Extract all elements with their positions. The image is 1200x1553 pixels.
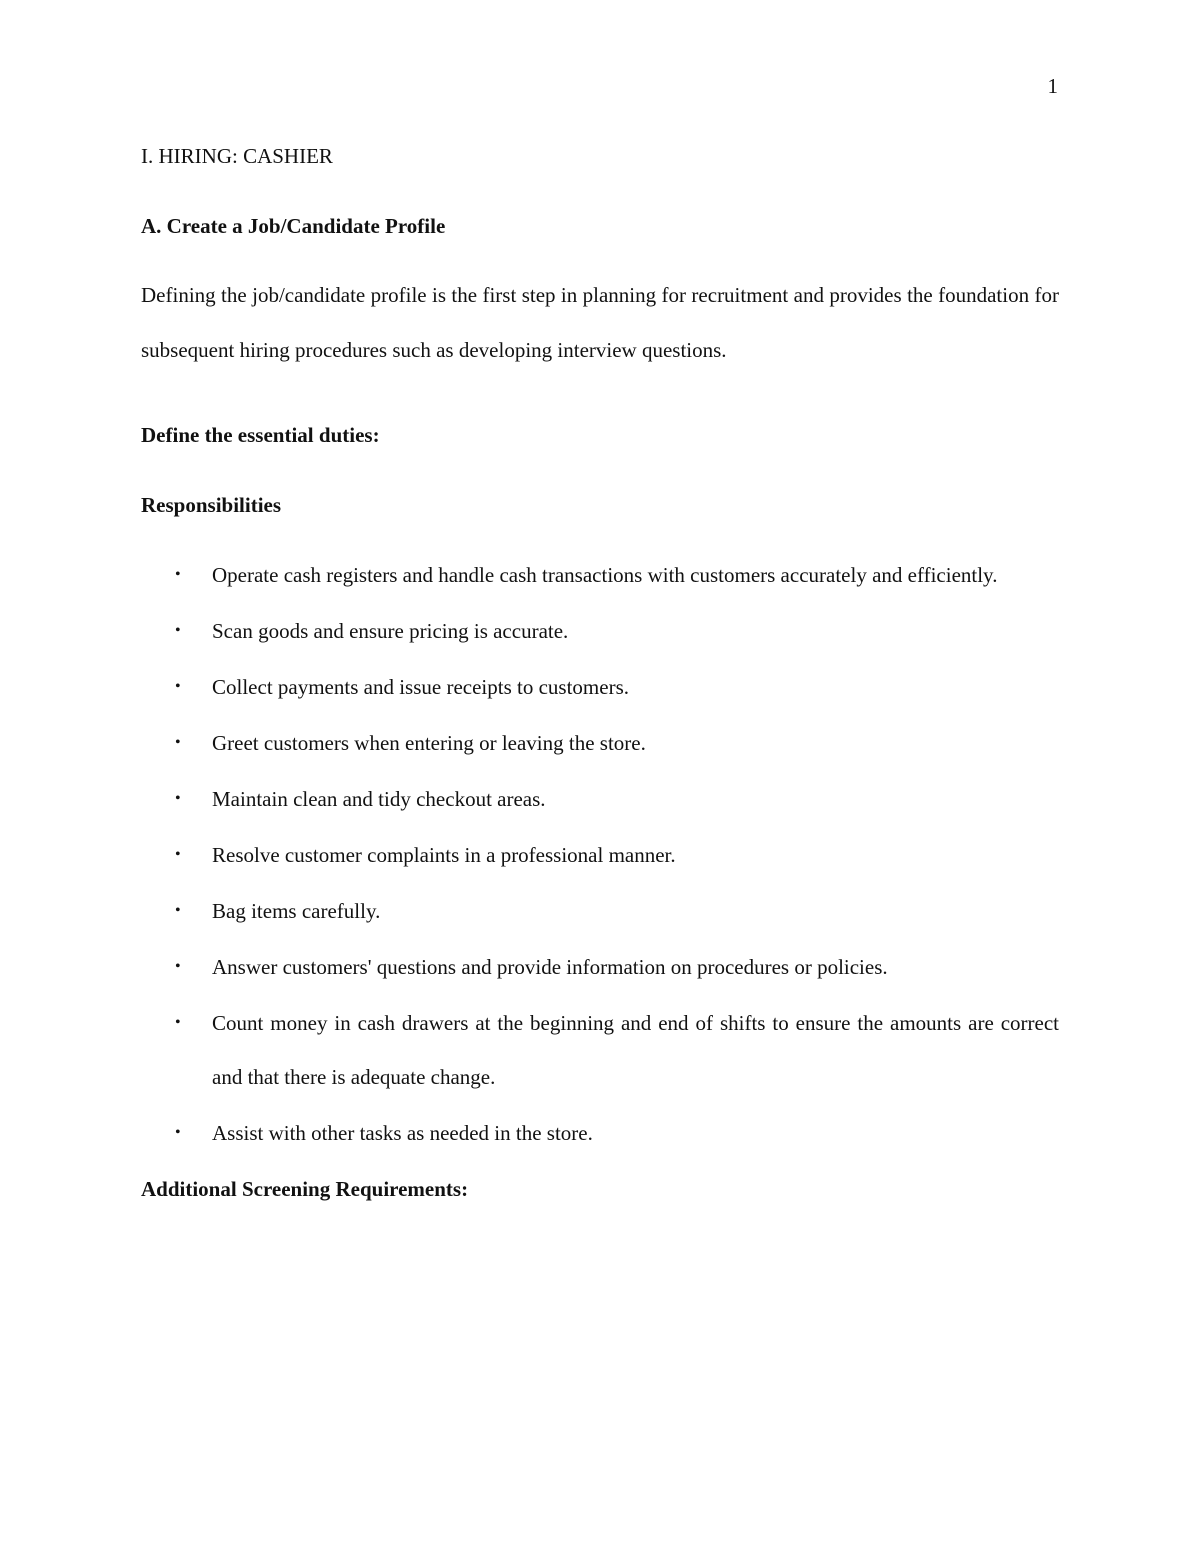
section-title: I. HIRING: CASHIER: [141, 144, 333, 168]
list-item-text: Assist with other tasks as needed in the store.: [212, 1121, 593, 1145]
screening-heading: Additional Screening Requirements:: [141, 1177, 469, 1201]
bullet-icon: •: [175, 790, 181, 807]
list-item: [141, 772, 1059, 826]
bullet-icon: •: [175, 902, 181, 919]
list-item: [141, 604, 1059, 658]
list-item-text: Resolve customer complaints in a professional manner.: [212, 843, 676, 867]
list-item: [141, 828, 1059, 882]
list-item-text: Answer customers' questions and provide information on procedures or policies.: [212, 955, 888, 979]
responsibilities-heading: Responsibilities: [141, 493, 282, 517]
responsibilities-list: [141, 548, 1059, 1160]
list-item-text: Scan goods and ensure pricing is accurate.: [212, 619, 569, 643]
bullet-icon: •: [175, 622, 181, 639]
list-item: [141, 716, 1059, 770]
list-item-text: Maintain clean and tidy checkout areas.: [212, 787, 546, 811]
subsection-title: A. Create a Job/Candidate Profile: [141, 214, 446, 238]
document-body: [141, 143, 1059, 1246]
list-item: [141, 884, 1059, 938]
bullet-icon: •: [175, 678, 181, 695]
page-number: 1: [1047, 74, 1058, 98]
list-item: [141, 996, 1059, 1104]
list-item: [141, 1106, 1059, 1160]
bullet-icon: •: [175, 734, 181, 751]
duties-label: Define the essential duties:: [141, 423, 380, 447]
intro-paragraph: Defining the job/candidate profile is the first step in planning for recruitment and provides the foundation for subsequent hiring procedures such as developing interview questions.: [141, 283, 1059, 362]
bullet-icon: •: [175, 1124, 181, 1141]
bullet-icon: •: [175, 1014, 181, 1031]
list-item: [141, 548, 1059, 602]
list-item-text: Count money in cash drawers at the beginning and end of shifts to ensure the amounts are correct and that there is adequate change.: [212, 1011, 1059, 1089]
bullet-icon: •: [175, 958, 181, 975]
list-item-text: Operate cash registers and handle cash transactions with customers accurately and efficiently.: [212, 563, 998, 587]
list-item-text: Bag items carefully.: [212, 899, 381, 923]
list-item: [141, 940, 1059, 994]
bullet-icon: •: [175, 846, 181, 863]
bullet-icon: •: [175, 566, 181, 583]
list-item-text: Greet customers when entering or leaving the store.: [212, 731, 646, 755]
list-item-text: Collect payments and issue receipts to customers.: [212, 675, 629, 699]
list-item: [141, 660, 1059, 714]
